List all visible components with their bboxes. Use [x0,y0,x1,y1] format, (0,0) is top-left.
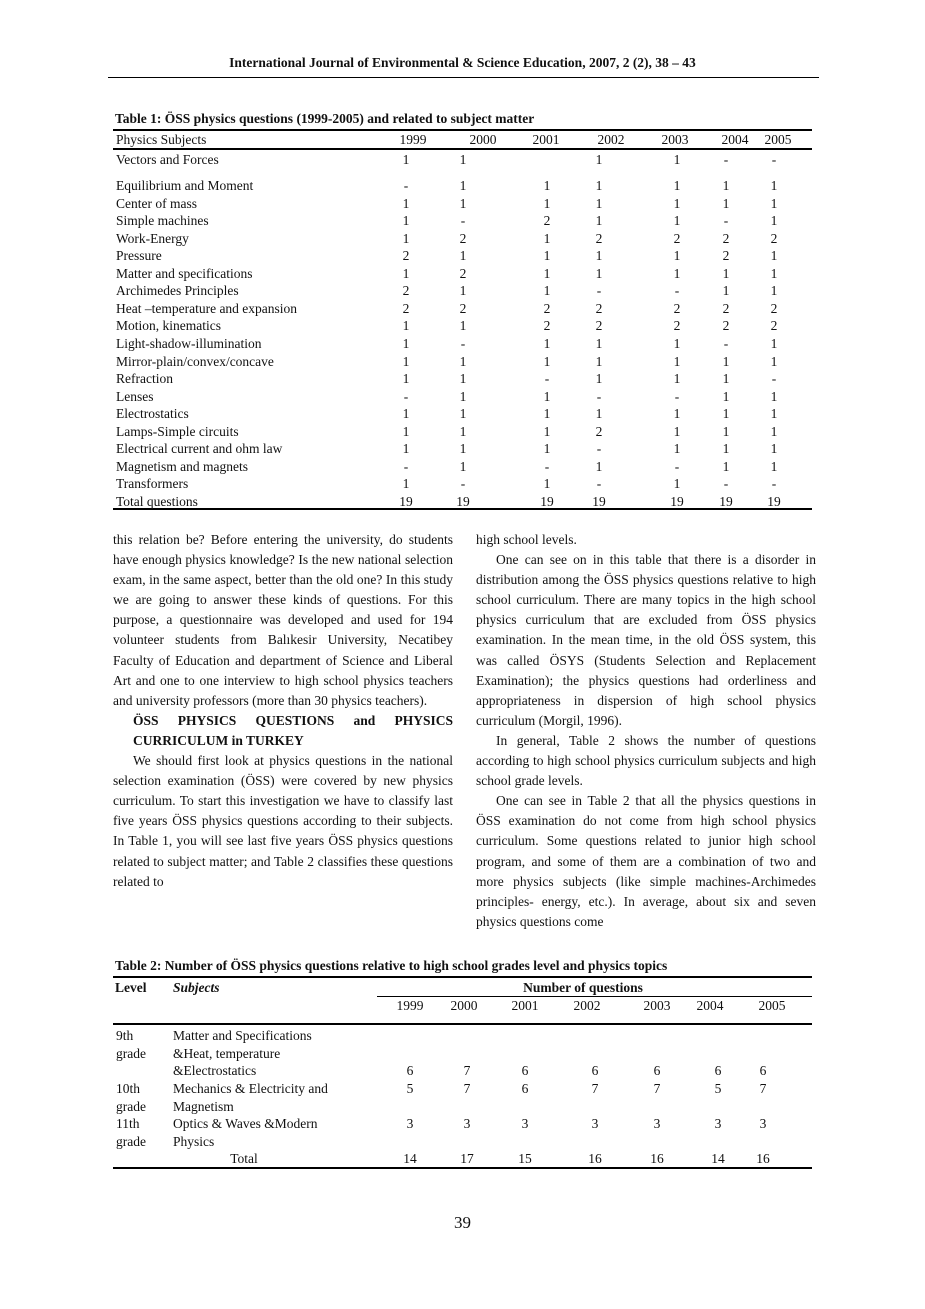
table-cell-value: 1 [402,335,410,351]
table-cell-value: 1 [722,423,730,439]
table-cell-value: - [723,335,729,351]
table-cell-value: 1 [770,265,778,281]
column-header-subject: Physics Subjects [116,132,207,147]
table-cell-value: 1 [543,178,551,193]
table-cell-value: 6 [759,1063,767,1079]
table-cell-value: 1 [543,195,551,211]
table-cell-value: 19 [719,493,733,509]
table-cell-value: 1 [459,178,467,193]
table-cell-value: 2 [543,300,551,316]
table-row-subject: Work-Energy [116,230,189,246]
table-cell-value: 1 [673,152,681,167]
table-1-header-rule [113,148,812,150]
table-cell-value: 6 [714,1063,722,1079]
table-cell-value: 1 [543,335,551,351]
table-cell-value: 1 [595,213,603,229]
table-cell-value: 1 [459,458,467,474]
table-cell-value: 1 [770,458,778,474]
table-cell-value: 1 [543,423,551,439]
table-cell-value: 1 [459,371,467,387]
table-cell-value: 1 [543,406,551,422]
table-cell-value: 1 [673,213,681,229]
table-row-subject: Vectors and Forces [116,152,219,167]
table-cell-value: 1 [402,152,410,167]
table-cell-value: 1 [722,265,730,281]
column-header-year: 2000 [450,998,478,1013]
table-row-subject: Motion, kinematics [116,318,221,334]
table-cell-value: 1 [402,476,410,492]
table-cell-value: 1 [459,283,467,299]
total-value: 16 [588,1151,602,1166]
subject-line: &Heat, temperature [173,1045,281,1061]
body-paragraph: We should first look at physics questions in the national selection examination (ÖSS) were covered by new physics curriculum. To start this investigation we have to classify last five years ÖSS physics questions according to their subjects. In Table 1, you will see last five years ÖSS physics questions related to subject matter; and Table 2 classifies these questions related to [113,753,453,889]
body-paragraph: high school levels. [476,532,577,547]
table-cell-value: 6 [521,1081,529,1096]
table-cell-value: 7 [591,1081,599,1096]
table-cell-value: 1 [543,248,551,264]
total-value: 15 [518,1151,532,1166]
table-row-subject: Lamps-Simple circuits [116,423,239,439]
table-cell-value: 7 [759,1081,767,1096]
table-cell-value: 1 [722,195,730,211]
column-header-year: 2000 [469,132,497,147]
table-cell-value: 1 [722,458,730,474]
table-cell-value: 2 [673,300,681,316]
table-1-top-rule [113,129,812,131]
table-cell-value: 1 [673,441,681,457]
table-cell-value: 1 [673,335,681,351]
body-right-column [476,530,816,932]
table-row-subject: Lenses [116,388,154,404]
column-header-year: 2002 [597,132,625,147]
table-cell-value: 1 [722,371,730,387]
table-cell-value: 1 [595,353,603,369]
table-cell-value: 19 [540,493,554,509]
table-row-subject: Electrical current and ohm law [116,441,283,457]
table-cell-value: 6 [653,1063,661,1079]
table-cell-value: - [674,458,680,474]
table-cell-value: 1 [770,335,778,351]
column-header-year: 2003 [643,998,671,1013]
table-cell-value: - [544,371,550,387]
section-heading: ÖSS PHYSICS QUESTIONS and PHYSICS CURRICULUM in TURKEY [133,712,453,748]
body-paragraph: One can see on in this table that there is a disorder in distribution among the ÖSS physics questions relative to high school curriculum. There are many topics in the high school physics curriculum that are excluded from ÖSS physics examination. In the mean time, in the old ÖSS system, this was called ÖSYS (Students Selection and Replacement Examination); the physics questions had orderliness and appropriateness in dispersion of high school physics curriculum (Morgil, 1996). [476,552,816,728]
grade-level: 10th [116,1081,141,1096]
column-header-year: 1999 [399,132,427,147]
table-row-subject: Equilibrium and Moment [116,178,254,193]
table-cell-value: 1 [543,476,551,492]
table-cell-value: 1 [402,441,410,457]
table-cell-value: 2 [595,318,603,334]
table-cell-value: - [674,283,680,299]
table-cell-value: - [596,388,602,404]
table-cell-value: 1 [673,371,681,387]
table-cell-value: 19 [592,493,606,509]
table-cell-value: 1 [770,423,778,439]
table-cell-value: 5 [714,1081,722,1096]
table-cell-value: 1 [673,353,681,369]
table-cell-value: 1 [673,178,681,193]
table-cell-value: 2 [402,248,410,264]
column-header-year: 2005 [764,132,792,147]
column-header-year: 2004 [696,998,724,1013]
table-cell-value: 1 [770,178,778,193]
table-cell-value: - [596,476,602,492]
table-row-subject: Pressure [116,248,162,264]
table-row-subject: Heat –temperature and expansion [116,300,298,316]
table-row-subject: Transformers [116,476,189,492]
table-cell-value: 1 [595,335,603,351]
table-cell-value: 1 [722,178,730,193]
column-header-year: 2005 [758,998,786,1013]
subject-line: &Electrostatics [173,1063,257,1079]
table-cell-value: 1 [770,283,778,299]
table-cell-value: 2 [722,230,730,246]
table-cell-value: 2 [543,213,551,229]
table-cell-value: 1 [402,213,410,229]
table-cell-value: 1 [595,152,603,167]
table-cell-value: 2 [722,248,730,264]
table-cell-value: 1 [595,265,603,281]
table-cell-value: - [460,335,466,351]
table-cell-value: 1 [595,248,603,264]
table-cell-value: 1 [402,230,410,246]
total-value: 16 [650,1151,664,1166]
table-row-subject: Center of mass [116,195,197,211]
grade-level: grade [116,1133,146,1149]
table-cell-value: 1 [459,318,467,334]
table-cell-value: 1 [543,388,551,404]
column-header-year: 2001 [532,132,560,147]
subject-line: Matter and Specifications [173,1028,312,1043]
table-cell-value: 1 [459,353,467,369]
table-cell-value: 19 [456,493,470,509]
table-cell-value: 1 [770,406,778,422]
table-cell-value: 2 [595,230,603,246]
table-cell-value: 1 [402,371,410,387]
table-cell-value: - [771,152,777,167]
table-cell-value: 2 [402,283,410,299]
table-cell-value: 2 [595,300,603,316]
table-cell-value: - [403,388,409,404]
table-cell-value: 3 [591,1116,599,1131]
table-row-subject: Simple machines [116,213,209,229]
page-number: 39 [454,1213,471,1232]
table-cell-value: 3 [653,1116,661,1131]
table-cell-value: 2 [722,300,730,316]
table-cell-value: 6 [521,1063,529,1079]
table-cell-value: 1 [722,353,730,369]
body-paragraph: One can see in Table 2 that all the physics questions in ÖSS examination do not come from high school physics curriculum. Some questions related to junior high school program, and some of them are a combination of two and more physics subjects (like simple machines-Archimedes principles- energy, etc.). In average, about six and seven physics questions come [476,793,816,929]
table-cell-value: 1 [770,213,778,229]
table-cell-value: 2 [722,318,730,334]
table-cell-value: 1 [722,406,730,422]
subject-line: Magnetism [173,1098,234,1114]
table-cell-value: 7 [653,1081,661,1096]
table-cell-value: 1 [722,441,730,457]
column-header-year: 2003 [661,132,689,147]
table-cell-value: 3 [759,1116,767,1131]
column-header-year: 2004 [721,132,749,147]
total-value: 14 [403,1151,417,1166]
table-cell-value: - [723,213,729,229]
column-header-year: 2002 [573,998,601,1013]
table-cell-value: 1 [770,388,778,404]
table-2-caption: Table 2: Number of ÖSS physics questions relative to high school grades level and physics topics [115,958,668,973]
number-of-questions-header: Number of questions [523,980,643,995]
table-cell-value: - [674,388,680,404]
column-header-year: 2001 [511,998,539,1013]
table-cell-value: 1 [595,178,603,193]
table-cell-value: 2 [673,230,681,246]
table-row-subject: Total questions [116,493,198,509]
subject-line: Mechanics & Electricity and [173,1081,328,1096]
table-cell-value: 19 [767,493,781,509]
table-2-bottom-rule [113,1167,812,1169]
total-value: 14 [711,1151,725,1166]
grade-level: 11th [116,1116,140,1131]
table-cell-value: 1 [543,230,551,246]
body-paragraph: In general, Table 2 shows the number of questions according to high school physics curriculum subjects and high school grade levels. [476,732,816,789]
table-cell-value: - [403,458,409,474]
table-cell-value: 1 [459,388,467,404]
table-cell-value: 1 [595,371,603,387]
table-row-subject: Matter and specifications [116,265,253,281]
grade-level: grade [116,1045,146,1061]
table-cell-value: - [460,213,466,229]
level-header: Level [115,980,147,995]
table-cell-value: 2 [459,265,467,281]
total-label: Total [230,1151,258,1166]
table-cell-value: 2 [543,318,551,334]
table-cell-value: - [771,476,777,492]
header-rule [108,77,819,78]
table-cell-value: 1 [722,283,730,299]
table-cell-value: 19 [670,493,684,509]
table-row-subject: Refraction [116,371,173,387]
grade-level: grade [116,1098,146,1114]
table-cell-value: - [723,476,729,492]
table-cell-value: 7 [463,1081,471,1096]
table-row-subject: Magnetism and magnets [116,458,248,474]
grade-level: 9th [116,1028,134,1043]
total-value: 16 [756,1151,770,1166]
body-paragraph: this relation be? Before entering the university, do students have enough physics knowledge? Is the new national selection exam, in the same aspect, better than the old one? In this study we are going to answer these kinds of questions. For this purpose, a questionnaire was developed and used for 194 volunteer students from Balıkesir University, Necatibey Faculty of Education and department of Science and Liberal Art and one to one interview to high school physics teachers and university professors (more than 30 physics teachers). [113,532,453,708]
table-2-top-rule [113,976,812,978]
table-cell-value: 1 [673,248,681,264]
table-cell-value: - [460,476,466,492]
table-cell-value: 1 [459,441,467,457]
table-row-subject: Mirror-plain/convex/concave [116,353,274,369]
table-2-header-rule [113,1023,812,1025]
table-cell-value: 2 [595,423,603,439]
column-header-year: 1999 [396,998,424,1013]
table-cell-value: - [723,152,729,167]
table-cell-value: 1 [402,195,410,211]
table-cell-value: 1 [673,265,681,281]
table-cell-value: 1 [543,283,551,299]
body-left-column [113,530,453,892]
journal-header: International Journal of Environmental & Science Education, 2007, 2 (2), 38 – 43 [229,55,696,70]
table-cell-value: 1 [770,353,778,369]
table-cell-value: 2 [673,318,681,334]
table-cell-value: 1 [459,406,467,422]
table-cell-value: 2 [459,230,467,246]
table-cell-value: 1 [402,318,410,334]
table-cell-value: - [596,283,602,299]
subject-line: Physics [173,1133,215,1149]
table-cell-value: 2 [459,300,467,316]
table-row-subject: Archimedes Principles [116,283,239,299]
table-cell-value: 1 [770,441,778,457]
table-row-subject: Light-shadow-illumination [116,335,262,351]
table-cell-value: 1 [770,248,778,264]
table-cell-value: 1 [402,353,410,369]
table-cell-value: 1 [543,353,551,369]
table-cell-value: 1 [722,388,730,404]
table-cell-value: 1 [595,195,603,211]
table-cell-value: - [596,441,602,457]
table-cell-value: 1 [595,406,603,422]
table-cell-value: 1 [459,152,467,167]
table-cell-value: - [544,458,550,474]
table-cell-value: 1 [402,265,410,281]
table-cell-value: 1 [543,265,551,281]
table-cell-value: 2 [402,300,410,316]
table-cell-value: 1 [459,248,467,264]
table-cell-value: 19 [399,493,413,509]
table-cell-value: 1 [402,423,410,439]
table-cell-value: 7 [463,1063,471,1079]
table-cell-value: 1 [543,441,551,457]
table-cell-value: 5 [406,1081,414,1096]
table-cell-value: 1 [673,406,681,422]
subjects-header: Subjects [173,980,220,995]
table-cell-value: 1 [673,195,681,211]
table-1-caption: Table 1: ÖSS physics questions (1999-2005) and related to subject matter [115,111,535,126]
table-cell-value: 6 [406,1063,414,1079]
table-cell-value: 2 [770,318,778,334]
table-cell-value: 1 [673,476,681,492]
table-cell-value: 1 [770,195,778,211]
table-cell-value: 2 [770,300,778,316]
table-cell-value: - [771,371,777,387]
table-cell-value: 1 [459,423,467,439]
table-cell-value: 3 [406,1116,414,1131]
table-cell-value: 6 [591,1063,599,1079]
table-cell-value: 1 [595,458,603,474]
subject-line: Optics & Waves &Modern [173,1116,318,1131]
table-cell-value: 1 [459,195,467,211]
table-cell-value: 1 [673,423,681,439]
table-cell-value: 2 [770,230,778,246]
table-cell-value: 3 [714,1116,722,1131]
table-cell-value: 1 [402,406,410,422]
table-row-subject: Electrostatics [116,406,189,422]
table-cell-value: - [403,178,409,193]
total-value: 17 [460,1151,474,1166]
table-cell-value: 3 [521,1116,529,1131]
table-cell-value: 3 [463,1116,471,1131]
